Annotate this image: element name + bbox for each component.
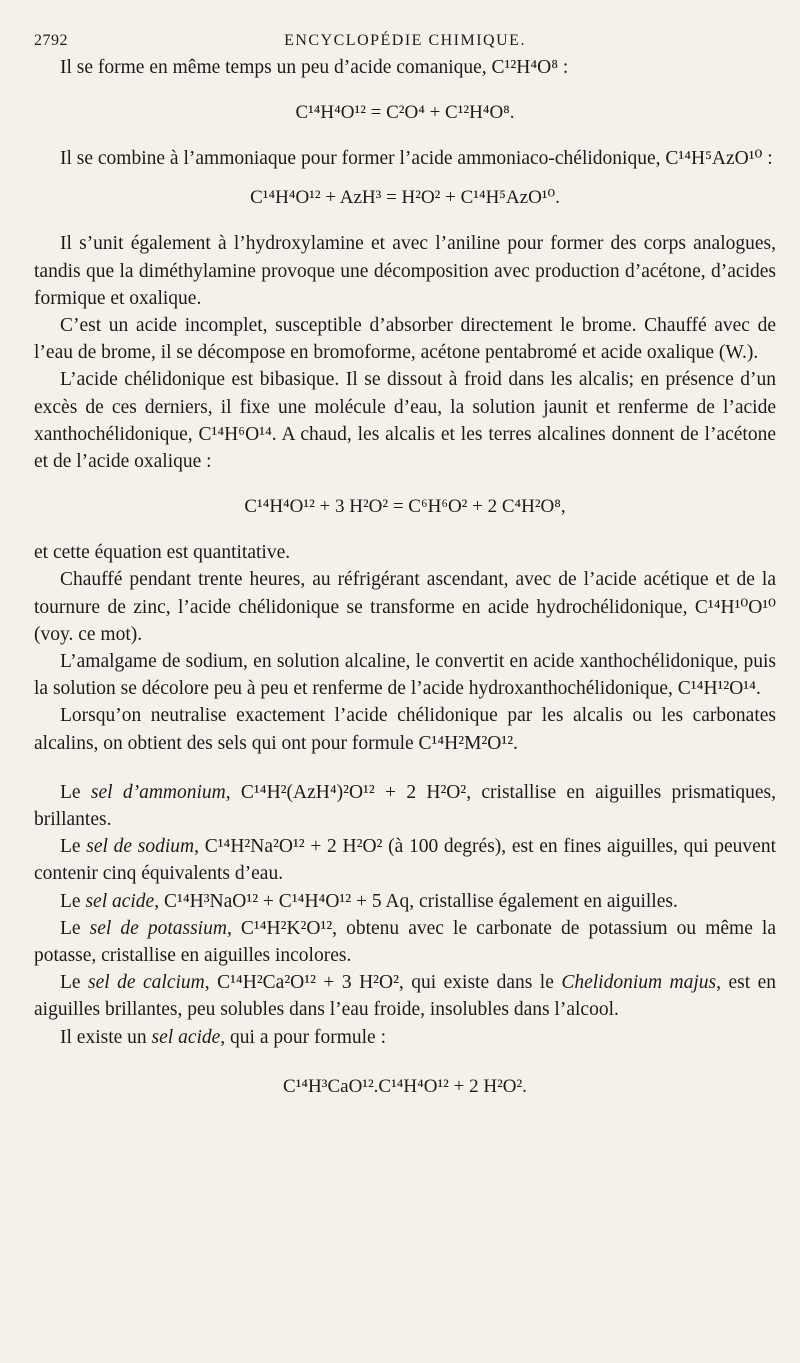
paragraph-quantitative: et cette équation est quantitative. [34,542,291,564]
paragraph-ammonia: Il se combine à l’ammoniaque pour former l’acide ammoniaco-chélidonique, C¹⁴H⁵AzO¹⁰ : [60,148,773,170]
paragraph-ammonium-salt: Le sel d’ammonium, C¹⁴H²(AzH⁴)²O¹² + 2 H²O², cristallise en aiguilles prismatiques, brillantes. [34,781,776,831]
paragraph-calcium-salt: Le sel de calcium, C¹⁴H²Ca²O¹² + 3 H²O², qui existe dans le Chelidonium majus, est en aiguilles brillantes, peu solubles dans l’eau froide, insolubles dans l’alcool. [34,972,776,1021]
page-number: 2792 [34,32,68,49]
term-acid-calcium-salt: sel acide [151,1026,221,1048]
paragraph-hydroxylamine: Il s’unit également à l’hydroxylamine et avec l’aniline pour former des corps analogues, tandis que la diméthylamine provoque une décomposition avec production d’acétone, d’acides formique et oxalique. [34,233,776,309]
term-sodium-salt: sel de sodium [86,836,195,858]
equation-1: C¹⁴H⁴O¹² = C²O⁴ + C¹²H⁴O⁸. [295,102,515,124]
page-header [34,28,776,54]
paragraph-sodium-salt: Le sel de sodium, C¹⁴H²Na²O¹² + 2 H²O² (à 100 degrés), est en fines aiguilles, qui peuvent contenir cinq équivalents d’eau. [34,836,776,885]
paragraph-neutralisation: Lorsqu’on neutralise exactement l’acide chélidonique par les alcalis ou les carbonates alcalins, on obtient des sels qui ont pour formule C¹⁴H²M²O¹². [34,705,776,754]
running-title: ENCYCLOPÉDIE CHIMIQUE. [284,32,526,49]
equation-4: C¹⁴H³CaO¹².C¹⁴H⁴O¹² + 2 H²O². [283,1075,527,1097]
paragraph-acid-calcium-salt: Il existe un sel acide, qui a pour formule : [60,1026,387,1048]
equation-2: C¹⁴H⁴O¹² + AzH³ = H²O² + C¹⁴H⁵AzO¹⁰. [250,187,560,209]
term-acid-salt: sel acide [85,890,155,912]
paragraph-sodium-amalgam: L’amalgame de sodium, en solution alcaline, le convertit en acide xanthochélidonique, puis la solution se décolore peu à peu et renferme de l’acide hydroxanthochélidonique, C¹⁴H¹²O¹⁴. [34,651,776,700]
term-ammonium-salt: sel d’ammonium [90,781,226,803]
paragraph-comanic-acid: Il se forme en même temps un peu d’acide comanique, C¹²H⁴O⁸ : [60,57,569,78]
term-potassium-salt: sel de potassium [89,917,227,939]
paragraph-potassium-salt: Le sel de potassium, C¹⁴H²K²O¹², obtenu avec le carbonate de potassium ou même la potasse, cristallise en aiguilles incolores. [34,917,776,967]
paragraph-bibasic: L’acide chélidonique est bibasique. Il se dissout à froid dans les alcalis; en présence d’un excès de ces derniers, il fixe une molécule d’eau, la solution jaunit et renferme de l’acide xanthochélidonique, C¹⁴H⁶O¹⁴. A chaud, les alcalis et les terres alcalines donnent de l’acétone et de l’acide oxalique : [34,369,776,473]
species-name: Chelidonium majus [561,972,717,994]
paragraph-bromine: C’est un acide incomplet, susceptible d’absorber directement le brome. Chauffé avec de l’eau de brome, il se décompose en bromoforme, acétone pentabromé et acide oxalique (W.). [34,315,776,364]
paragraph-acid-salt: Le sel acide, C¹⁴H³NaO¹² + C¹⁴H⁴O¹² + 5 Aq, cristallise également en aiguilles. [60,890,678,912]
equation-3: C¹⁴H⁴O¹² + 3 H²O² = C⁶H⁶O² + 2 C⁴H²O⁸, [244,496,566,518]
paragraph-zinc: Chauffé pendant trente heures, au réfrigérant ascendant, avec de l’acide acétique et de la tournure de zinc, l’acide chélidonique se transforme en acide hydrochélidonique, C¹⁴H¹⁰O¹⁰ (voy. ce mot). [34,569,776,645]
document-page [34,28,776,1101]
term-calcium-salt: sel de calcium [88,972,205,994]
